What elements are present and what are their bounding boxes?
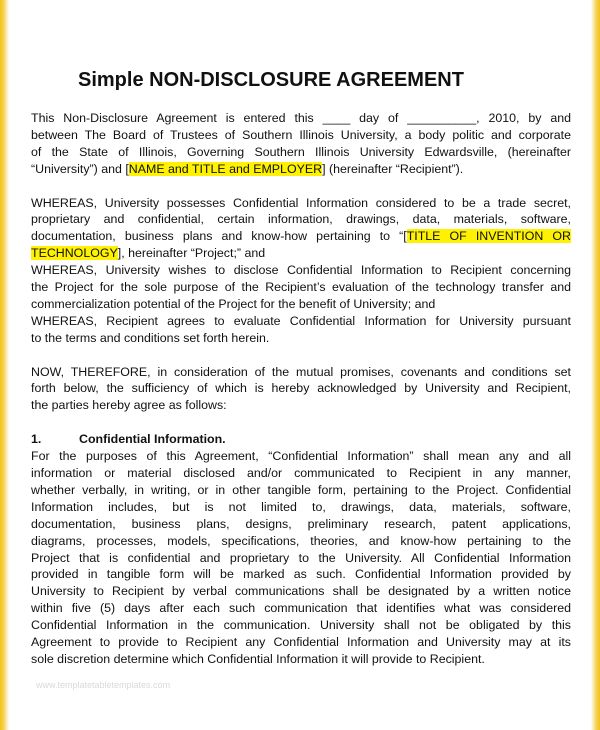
text-line: This Non-Disclosure Agreement is entered this ____ day of __________, 2010, by and	[31, 111, 571, 125]
text-line: within five (5) days after each such communication that identifies what was considered	[31, 601, 571, 616]
text-line	[31, 161, 571, 178]
whereas-paragraph-3	[31, 313, 571, 347]
text-line	[31, 245, 571, 262]
text-line: forth below, the sufficiency of which is hereby acknowledged by University and Recipient,	[31, 381, 571, 396]
highlighted-placeholder: NAME and TITLE and EMPLOYER	[128, 161, 323, 176]
text-line: WHEREAS, University possesses Confidential Information considered to be a trade secret,	[31, 195, 571, 210]
text-fragment: documentation, business plans and know-how pertaining to “[	[31, 229, 407, 244]
therefore-paragraph	[31, 364, 571, 415]
text-line: NOW, THEREFORE, in consideration of the mutual promises, covenants and conditions set	[31, 364, 571, 379]
text-line: WHEREAS, University wishes to disclose Confidential Information to Recipient concerning	[31, 263, 571, 278]
text-line: Confidential Information in the communication. University shall not be obligated by this	[31, 618, 571, 633]
text-line: WHEREAS, Recipient agrees to evaluate Confidential Information for University pursuant	[31, 313, 571, 328]
text-fragment: ] (hereinafter “Recipient”).	[322, 161, 464, 176]
text-line: between The Board of Trustees of Southern Illinois University, a body politic and corporate	[31, 127, 571, 142]
whereas-paragraph-2	[31, 262, 571, 313]
text-line: Information includes, but is not limited to, drawings, data, materials, software,	[31, 499, 571, 514]
text-line: sole discretion determine which Confidential Information it will provide to Recipient.	[31, 651, 485, 666]
highlighted-placeholder: TITLE OF INVENTION OR	[406, 229, 571, 244]
highlighted-placeholder: TECHNOLOGY	[31, 246, 118, 261]
text-fragment: “University”) and [	[31, 161, 129, 176]
section-1-paragraph	[31, 448, 571, 668]
watermark: www.templatetabletemplates.com	[36, 680, 171, 690]
section-number: 1.	[31, 432, 42, 447]
text-line: diagrams, processes, models, specifications, theories, and know-how pertaining to the	[31, 533, 571, 548]
whereas-paragraph-1	[31, 195, 571, 263]
text-line: proprietary and confidential, certain information, drawings, data, materials, software,	[31, 212, 571, 227]
text-line: of the State of Illinois, Governing Southern Illinois University Edwardsville, (hereinafter	[31, 144, 571, 159]
text-line: provided in tangible form will be marked as such. Confidential Information provided by	[31, 567, 571, 582]
text-line: documentation, business plans, designs, preliminary research, patent applications,	[31, 516, 571, 531]
text-line: University to Recipient by verbal communications shall be designated by a written notice	[31, 584, 571, 599]
text-line: information or material disclosed and/or communicated to Recipient in any manner,	[31, 465, 571, 480]
section-heading	[31, 431, 571, 448]
document-title: Simple NON-DISCLOSURE AGREEMENT	[78, 69, 464, 91]
intro-paragraph	[31, 110, 571, 178]
text-line: the parties hereby agree as follows:	[31, 398, 227, 413]
text-line: Agreement to provide to Recipient any Confidential Information and University may at its	[31, 635, 571, 650]
text-line: For the purposes of this Agreement, “Confidential Information” shall mean any and all	[31, 449, 571, 464]
text-line: to the terms and conditions set forth herein.	[31, 330, 270, 345]
text-line: commercialization potential of the Project for the benefit of University; and	[31, 296, 436, 311]
document-body	[31, 110, 571, 668]
text-line: Project that is confidential and proprietary to the University. All Confidential Information	[31, 550, 571, 565]
section-title: Confidential Information.	[79, 432, 226, 447]
text-line: whether verbally, in writing, or in other tangible form, pertaining to the Project. Confidential	[31, 482, 571, 497]
text-line: the Project for the sole purpose of the Recipient’s evaluation of the technology transfer and	[31, 280, 571, 295]
text-line	[31, 228, 571, 245]
text-fragment: ], hereinafter “Project;” and	[117, 246, 266, 261]
